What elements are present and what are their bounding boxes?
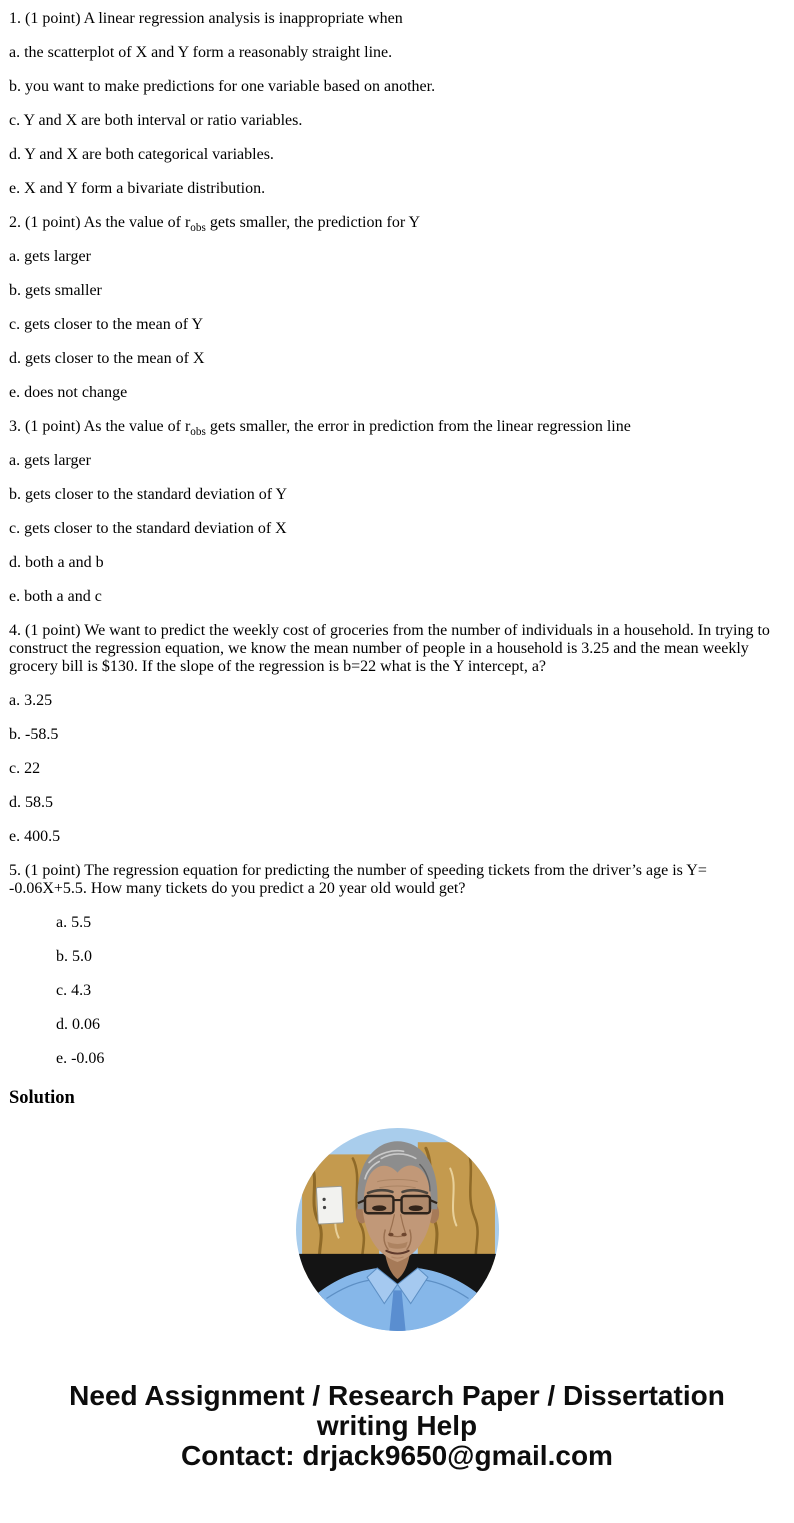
option-c: c. 22	[9, 760, 41, 777]
question-4	[9, 622, 785, 846]
question-1-prompt	[9, 10, 785, 28]
solution-heading: Solution	[9, 1088, 75, 1108]
prompt-subscript: obs	[190, 426, 206, 439]
question-5-prompt	[9, 862, 785, 898]
question-2-prompt	[9, 214, 785, 235]
headshot-image	[296, 1128, 499, 1331]
question-2	[9, 214, 785, 402]
option-d: d. Y and X are both categorical variables.	[9, 146, 274, 163]
option-c: c. gets closer to the mean of Y	[9, 316, 204, 333]
option-b: b. 5.0	[56, 948, 92, 965]
photo-wall-plate	[316, 1186, 343, 1224]
contact-email: Contact: drjack9650@gmail.com	[181, 1440, 613, 1471]
prompt-subscript: obs	[190, 222, 206, 235]
option-e: e. X and Y form a bivariate distribution.	[9, 180, 266, 197]
question-3-prompt	[9, 418, 785, 439]
option-e: e. both a and c	[9, 588, 102, 605]
option-d: d. both a and b	[9, 554, 104, 571]
option-a: a. the scatterplot of X and Y form a reasonably straight line.	[9, 44, 393, 61]
question-4-prompt	[9, 622, 785, 676]
prompt-text: 3. (1 point) As the value of r	[9, 418, 191, 435]
prompt-text: gets smaller, the error in prediction from the linear regression line	[205, 418, 631, 435]
prompt-text: gets smaller, the prediction for Y	[205, 214, 421, 231]
option-d: d. 58.5	[9, 794, 53, 811]
option-e: e. 400.5	[9, 828, 61, 845]
prompt-text: 4. (1 point) We want to predict the weekly cost of groceries from the number of individuals in a household. In trying to construct the regression equation, we know the mean number of people in a household is 3.25 and the mean weekly grocery bill is $130. If the slope of the regression is b=22 what is the Y intercept, a?	[9, 622, 770, 675]
option-c: c. gets closer to the standard deviation of X	[9, 520, 287, 537]
prompt-text: 5. (1 point) The regression equation for predicting the number of speeding tickets from the driver’s age is Y= -0.06X+5.5. How many tickets do you predict a 20 year old would get?	[9, 862, 707, 897]
prompt-text: 1. (1 point) A linear regression analysis is inappropriate when	[9, 10, 403, 27]
question-3	[9, 418, 785, 606]
question-5	[9, 862, 785, 1068]
question-1	[9, 10, 785, 198]
option-e: e. does not change	[9, 384, 128, 401]
option-b: b. gets closer to the standard deviation of Y	[9, 486, 287, 503]
option-c: c. 4.3	[56, 982, 92, 999]
option-d: d. gets closer to the mean of X	[9, 350, 205, 367]
option-a: a. 5.5	[56, 914, 92, 931]
option-a: a. gets larger	[9, 452, 91, 469]
instructor-photo	[296, 1128, 499, 1331]
footer-heading: Need Assignment / Research Paper / Dissertation writing Help	[69, 1380, 725, 1441]
footer-ad	[0, 1381, 794, 1499]
prompt-text: 2. (1 point) As the value of r	[9, 214, 191, 231]
option-d: d. 0.06	[56, 1016, 100, 1033]
option-b: b. -58.5	[9, 726, 59, 743]
option-a: a. gets larger	[9, 248, 91, 265]
option-e: e. -0.06	[56, 1050, 105, 1067]
option-a: a. 3.25	[9, 692, 53, 709]
option-c: c. Y and X are both interval or ratio variables.	[9, 112, 303, 129]
option-b: b. gets smaller	[9, 282, 102, 299]
option-b: b. you want to make predictions for one variable based on another.	[9, 78, 436, 95]
